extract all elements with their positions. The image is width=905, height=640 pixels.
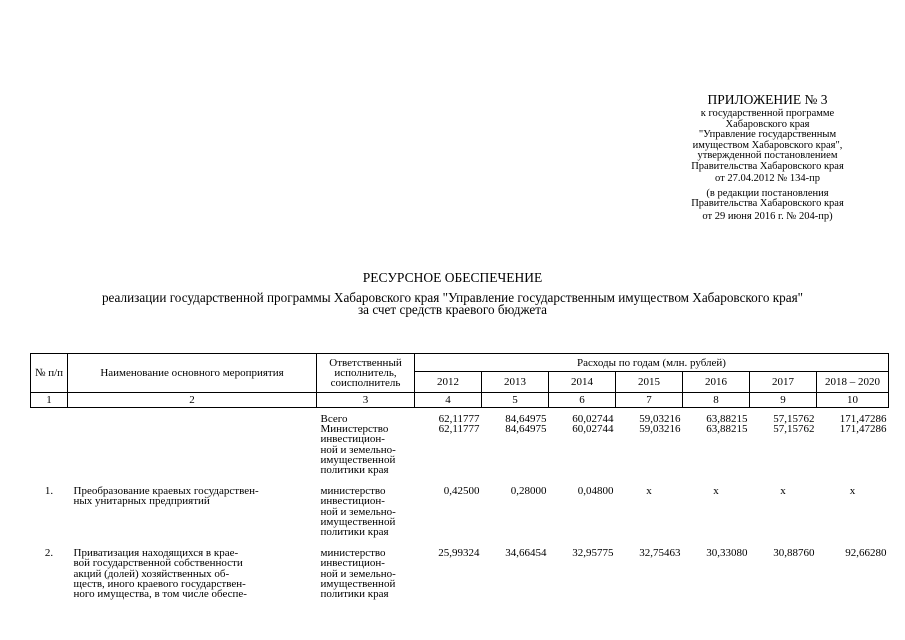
header-col-number: 10: [817, 393, 889, 408]
row-value: 57,15762: [773, 413, 815, 425]
header-col-number: 8: [683, 393, 750, 408]
row-activity-name: [68, 424, 317, 475]
row-value: 30,33080: [706, 547, 748, 560]
document-subtitle-line-1: реализации государственной программы Хабаровского края "Управление государственным имуществом Хабаровского края": [101, 290, 804, 305]
table-row: [31, 548, 889, 599]
appendix-line: от 27.04.2012 № 134-пр: [715, 173, 820, 184]
appendix-line: имуществом Хабаровского края",: [692, 139, 843, 151]
header-num: № п/п: [31, 354, 68, 393]
row-value: 63,88215: [706, 423, 748, 436]
row-value: 25,99324: [438, 547, 480, 560]
header-year: 2013: [482, 372, 549, 393]
row-executor: Министерство инвестицион- ной и земельно- имущественной политики края: [320, 423, 396, 477]
row-value: 60,02744: [572, 423, 614, 436]
row-activity-name: [68, 414, 317, 424]
header-col-number: 5: [482, 393, 549, 408]
header-year: 2014: [549, 372, 616, 393]
header-col-number: 3: [317, 393, 415, 408]
appendix-revision-line: от 29 июня 2016 г. № 204-пр): [702, 210, 833, 222]
row-value: 171,47286: [839, 423, 887, 436]
row-value: 0,04800: [577, 485, 614, 498]
row-value: х: [713, 485, 719, 498]
row-value: 84,64975: [505, 413, 547, 425]
row-value: 63,88215: [706, 413, 748, 425]
row-num: [31, 414, 68, 424]
appendix-line: Хабаровского края: [725, 118, 810, 130]
row-value: 59,03216: [639, 423, 681, 436]
header-year: 2017: [750, 372, 817, 393]
header-col-number: 7: [616, 393, 683, 408]
header-executor: Ответственный исполнитель, соисполнитель: [317, 354, 415, 393]
row-value: 92,66280: [845, 547, 887, 560]
row-value: х: [849, 485, 856, 498]
row-num: 1.: [44, 485, 54, 498]
document-subtitle: [0, 292, 905, 316]
appendix-line: к государственной программе: [700, 108, 835, 119]
header-year: 2018 – 2020: [817, 372, 889, 393]
header-expenses: Расходы по годам (млн. рублей): [415, 354, 889, 372]
row-executor: министерство инвестицион- ной и земельно- имущественной политики края: [320, 547, 396, 601]
header-activity-name: Наименование основного мероприятия: [68, 354, 317, 393]
row-value: х: [780, 485, 786, 498]
row-value: 57,15762: [773, 423, 815, 436]
header-col-number: 4: [415, 393, 482, 408]
row-value: х: [646, 485, 652, 498]
document-subtitle-line-2: за счет средств краевого бюджета: [357, 302, 548, 317]
appendix-block: [660, 92, 875, 222]
row-num: [31, 424, 68, 475]
appendix-line: Правительства Хабаровского края: [691, 160, 844, 172]
appendix-line: "Управление государственным: [698, 129, 837, 140]
header-year: 2015: [616, 372, 683, 393]
row-executor: министерство инвестицион- ной и земельно- имущественной политики края: [320, 485, 396, 539]
row-value: 62,11777: [438, 413, 480, 425]
header-col-number: 2: [68, 393, 317, 408]
row-value: 32,75463: [639, 547, 681, 560]
row-value: 34,66454: [505, 547, 547, 560]
header-col-number: 1: [31, 393, 68, 408]
row-value: 30,88760: [773, 547, 815, 560]
row-value: 62,11777: [438, 423, 480, 436]
appendix-revision-line: Правительства Хабаровского края: [691, 198, 844, 209]
header-year: 2012: [415, 372, 482, 393]
appendix-title: ПРИЛОЖЕНИЕ № 3: [707, 92, 828, 107]
appendix-revision-line: (в редакции постановления: [706, 187, 829, 199]
row-activity-name: Приватизация находящихся в крае- вой государственной собственности акций (долей) хозяйственных об- ществ, иного краевого государствен- ного имущества, в том числе обеспе-: [73, 547, 247, 601]
row-executor: Всего: [320, 413, 348, 425]
header-year: 2016: [683, 372, 750, 393]
resource-table: [30, 353, 889, 599]
row-value: 59,03216: [639, 413, 681, 425]
row-value: 171,47286: [839, 413, 887, 425]
header-col-number: 6: [549, 393, 616, 408]
document-title: РЕСУРСНОЕ ОБЕСПЕЧЕНИЕ: [362, 270, 543, 285]
row-activity-name: Преобразование краевых государствен- ных унитарных предприятий: [73, 485, 259, 508]
row-value: 84,64975: [505, 423, 547, 436]
row-value: 0,28000: [510, 485, 547, 498]
row-value: 32,95775: [572, 547, 614, 560]
row-num: 2.: [44, 547, 54, 560]
appendix-line: утвержденной постановлением: [697, 150, 838, 161]
table-row: [31, 424, 889, 475]
header-col-number: 9: [750, 393, 817, 408]
row-value: 60,02744: [572, 413, 614, 425]
row-value: 0,42500: [443, 485, 480, 498]
table-row: [31, 486, 889, 537]
